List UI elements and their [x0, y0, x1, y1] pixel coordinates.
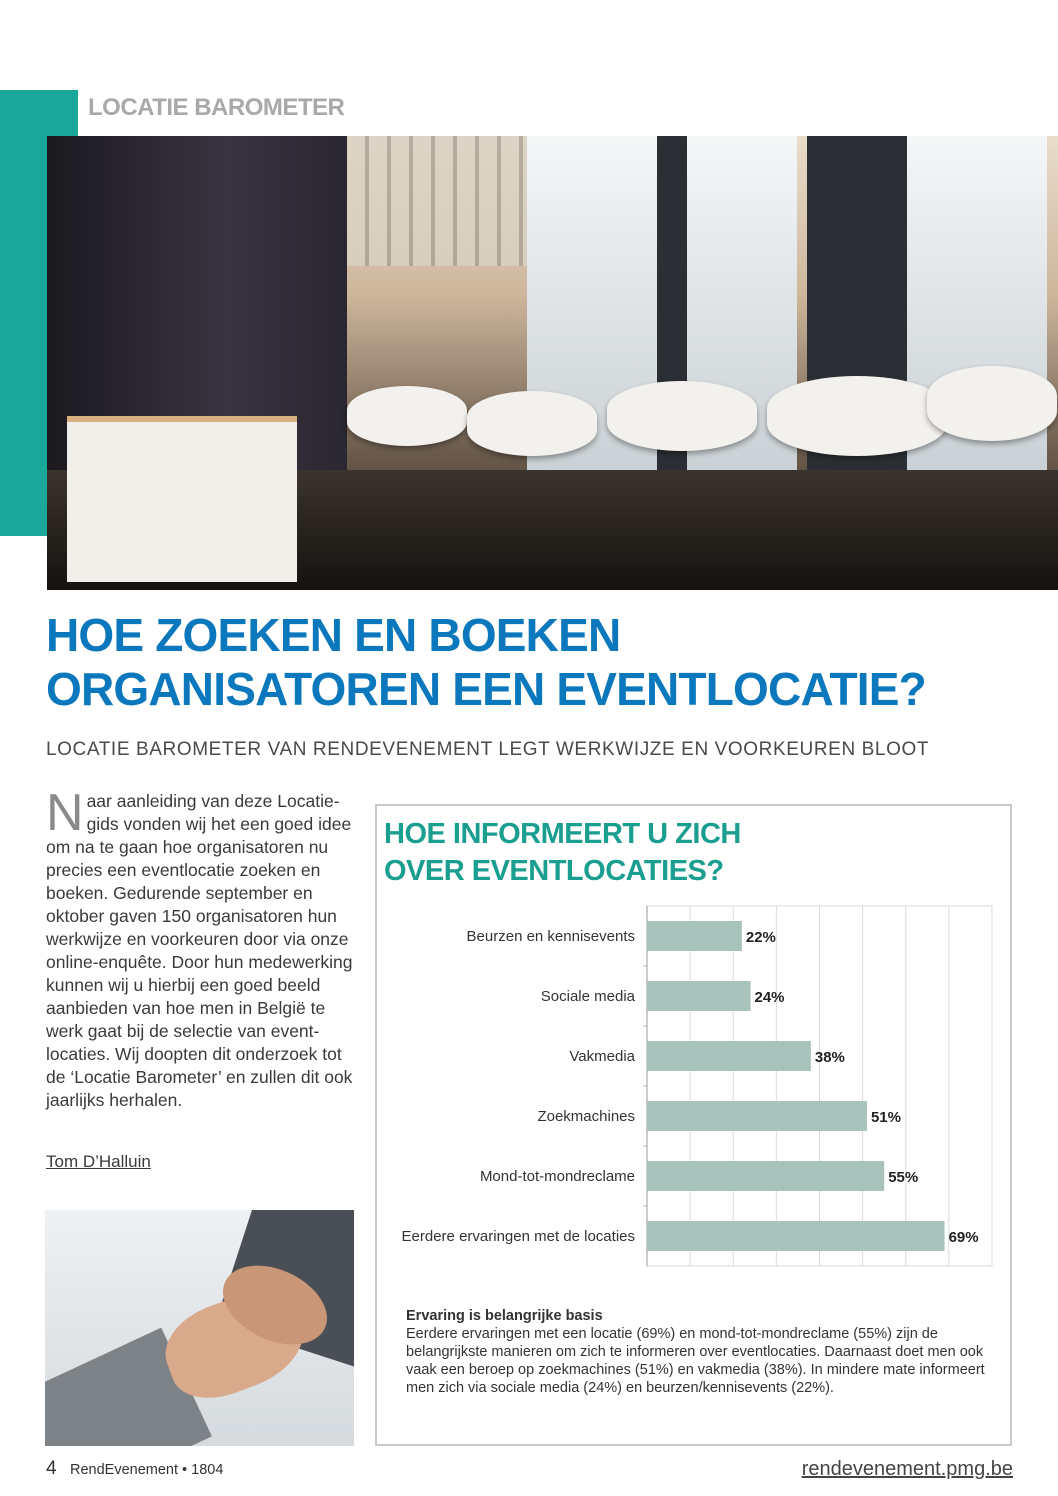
infobox-title: HOE INFORMEERT U ZICH OVER EVENTLOCATIES?	[384, 818, 741, 887]
intro-text: aar aanleiding van deze Locatie-gids vonden wij het een goed idee om na te gaan hoe organisatoren nu precies een eventlocatie zoeken en boeken. Gedurende september en oktober gaven 150 organisatoren hun werkwijze en voorkeuren door via onze online-enquête. Door hun medewerking kunnen wij u hierbij een goed beeld aanbieden van hoe men in België te werk gaat bij de selectie van event-locaties. Wij doopten dit onderzoek tot de ‘Locatie Barometer’ en zullen dit ook jaarlijks herhalen.	[46, 791, 353, 1110]
chart-bar	[647, 981, 751, 1011]
handshake-photo	[45, 1210, 354, 1446]
chart-category-label: Beurzen en kennisevents	[466, 928, 635, 945]
bar-chart	[380, 900, 1000, 1280]
chart-category-label: Mond-tot-mondreclame	[479, 1168, 635, 1185]
caption-title: Ervaring is belangrijke basis	[406, 1308, 603, 1324]
author-link[interactable]: Tom D’Halluin	[46, 1152, 151, 1171]
chart-category-label: Sociale media	[540, 988, 635, 1005]
intro-paragraph	[46, 784, 358, 1112]
article-headline: HOE ZOEKEN EN BOEKEN ORGANISATOREN EEN EVENTLOCATIE?	[46, 609, 926, 715]
section-label: LOCATIE BAROMETER	[88, 94, 345, 121]
infobox-caption	[406, 1307, 996, 1397]
chart-value-label: 38%	[814, 1049, 845, 1066]
caption-text: Eerdere ervaringen met een locatie (69%) en mond-tot-mondreclame (55%) zijn de belangrijkste manieren om zich te informeren over eventlocaties. Daarnaast doet men ook vaak een beroep op zoekmachines (51%) en vakmedia (38%). In mindere mate informeert men zich via sociale media (24%) en beurzen/kennisevents (22%).	[406, 1326, 985, 1396]
chart-value-label: 69%	[948, 1229, 979, 1246]
chart-value-label: 51%	[870, 1109, 901, 1126]
chart-bar	[647, 1041, 811, 1071]
drop-cap: N	[46, 784, 84, 842]
page-number: 4	[46, 1458, 57, 1479]
chart-bar	[647, 921, 742, 951]
chart-category-label: Zoekmachines	[537, 1108, 635, 1125]
chart-category-label: Vakmedia	[569, 1048, 635, 1065]
hero-photo-event-hall	[47, 136, 1058, 590]
chart-value-label: 24%	[754, 989, 785, 1006]
chart-value-label: 22%	[745, 929, 776, 946]
article-subheadline: LOCATIE BAROMETER VAN RENDEVENEMENT LEGT WERKWIJZE EN VOORKEUREN BLOOT	[46, 739, 930, 760]
chart-bar	[647, 1161, 884, 1191]
chart-bar	[647, 1221, 945, 1251]
chart-value-label: 55%	[888, 1169, 919, 1186]
chart-category-label: Eerdere ervaringen met de locaties	[401, 1228, 635, 1245]
magazine-issue: RendEvenement • 1804	[70, 1462, 224, 1478]
chart-bar	[647, 1101, 867, 1131]
website-link[interactable]: rendevenement.pmg.be	[801, 1458, 1013, 1480]
